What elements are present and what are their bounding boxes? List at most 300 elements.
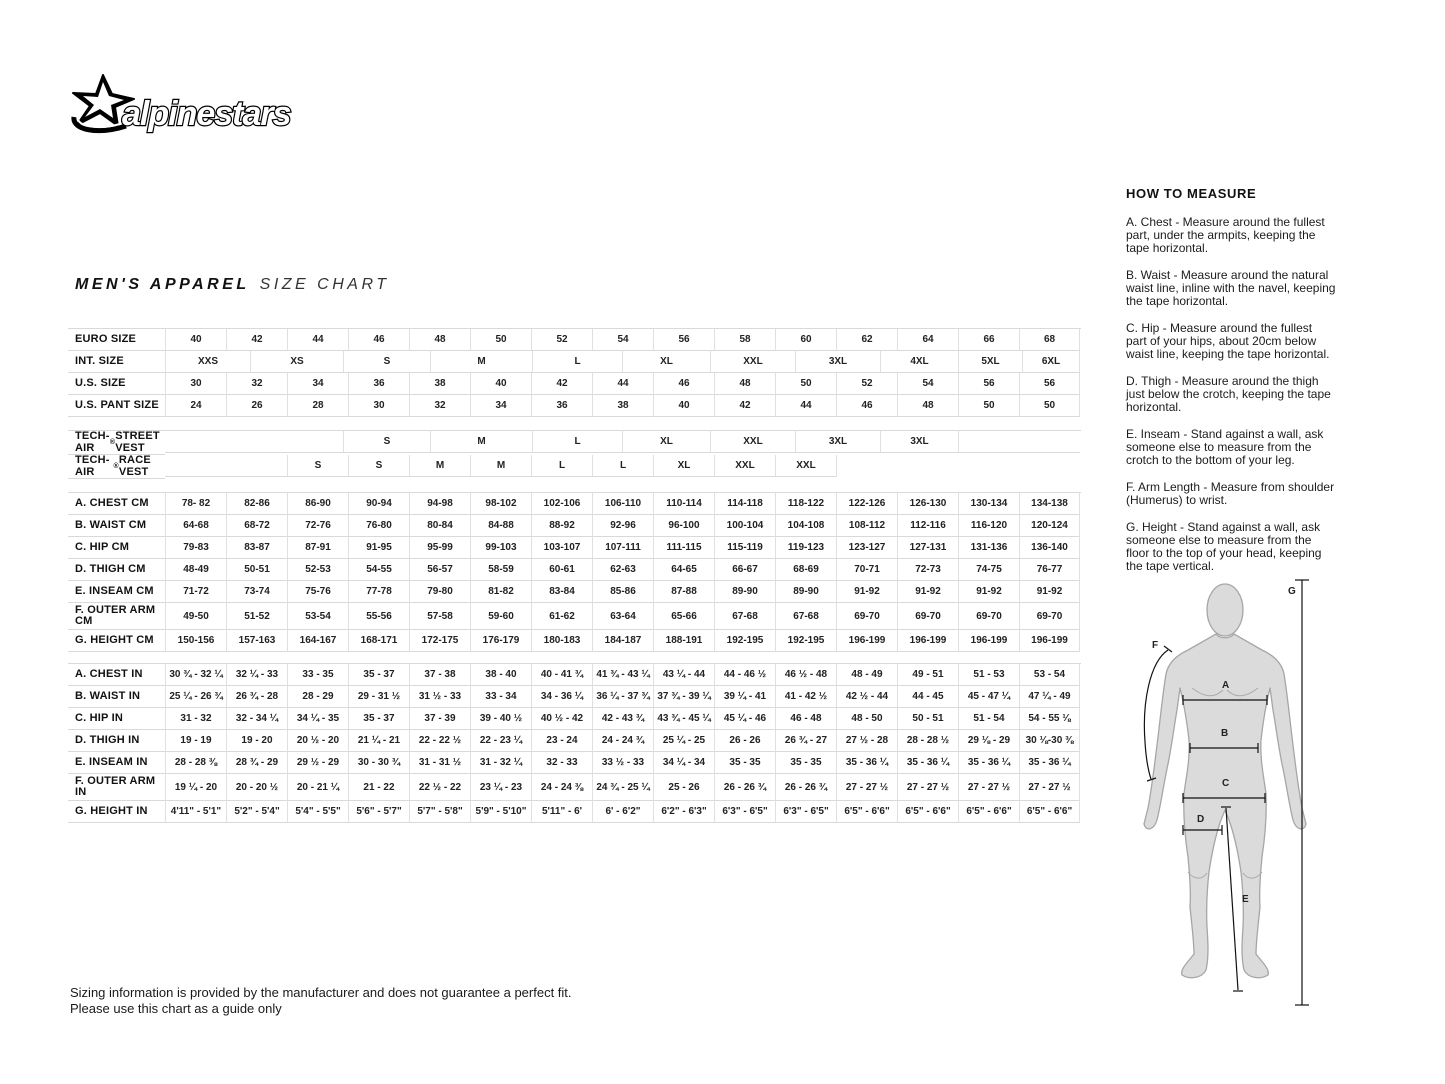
size-cell: 30 ⅛-30 ⅜: [1019, 730, 1080, 752]
size-cell: 50: [958, 395, 1019, 417]
size-cell: 22 - 22 ½: [409, 730, 470, 752]
measure-instruction: F. Arm Length - Measure from shoulder (Humerus) to wrist.: [1126, 480, 1335, 507]
row-label: B. WAIST IN: [68, 686, 165, 708]
size-cell: 33 ½ - 33: [592, 752, 653, 774]
size-cell: 51 - 54: [958, 708, 1019, 730]
size-cell: 42 ½ - 44: [836, 686, 897, 708]
size-cell: 77-78: [348, 581, 409, 603]
size-cell: 56-57: [409, 559, 470, 581]
size-cell: 6'5" - 6'6": [1019, 801, 1080, 823]
size-cell: 71-72: [165, 581, 226, 603]
table-row: [68, 455, 1081, 479]
figure-label-g: G: [1288, 586, 1296, 597]
size-cell: 87-88: [653, 581, 714, 603]
figure-label-b: B: [1221, 728, 1229, 739]
row-label: A. CHEST IN: [68, 664, 165, 686]
size-cell: 54: [897, 373, 958, 395]
size-cell: 42: [531, 373, 592, 395]
size-cell: 157-163: [226, 630, 287, 652]
size-cell: 127-131: [897, 537, 958, 559]
size-cell: 102-106: [531, 493, 592, 515]
size-cell: 31 - 32: [165, 708, 226, 730]
row-label: C. HIP CM: [68, 537, 165, 559]
size-cell: 40: [470, 373, 531, 395]
size-cell: S: [343, 351, 430, 373]
size-cell: 31 ½ - 33: [409, 686, 470, 708]
size-chart-table: [68, 328, 1081, 823]
size-cell: 46: [653, 373, 714, 395]
size-cell: 48-49: [165, 559, 226, 581]
size-cell: 50 - 51: [897, 708, 958, 730]
size-cell: 28 ¾ - 29: [226, 752, 287, 774]
size-cell: 184-187: [592, 630, 653, 652]
size-cell: 176-179: [470, 630, 531, 652]
size-cell: 5'9" - 5'10": [470, 801, 531, 823]
size-cell: 24 - 24 ¾: [592, 730, 653, 752]
size-cell: 39 ¼ - 41: [714, 686, 775, 708]
size-cell: 192-195: [714, 630, 775, 652]
size-cell: 19 - 20: [226, 730, 287, 752]
size-cell: 35 - 35: [775, 752, 836, 774]
disclaimer-line-2: Please use this chart as a guide only: [70, 1001, 282, 1016]
figure-label-f: F: [1152, 640, 1159, 651]
size-cell: XL: [653, 455, 714, 477]
row-label: B. WAIST CM: [68, 515, 165, 537]
size-cell: 89-90: [714, 581, 775, 603]
body-figure-svg: [1130, 572, 1330, 1022]
measure-instruction: A. Chest - Measure around the fullest part, under the armpits, keeping the tape horizontal.: [1126, 215, 1325, 255]
size-cell: 28 - 28 ½: [897, 730, 958, 752]
size-cell: 168-171: [348, 630, 409, 652]
size-cell: 46: [348, 329, 409, 351]
size-cell: 34: [470, 395, 531, 417]
size-cell: 50: [470, 329, 531, 351]
size-cell: 53 - 54: [1019, 664, 1080, 686]
size-cell: 83-84: [531, 581, 592, 603]
size-cell: 46: [836, 395, 897, 417]
measure-instruction: B. Waist - Measure around the natural waist line, inline with the navel, keeping the tape horizontal.: [1126, 268, 1336, 308]
size-cell: XXL: [775, 455, 836, 477]
size-cell: XL: [622, 431, 710, 453]
table-block-international-sizes: [68, 328, 1081, 417]
size-cell: 66: [958, 329, 1019, 351]
size-cell: 34: [287, 373, 348, 395]
size-cell: 59-60: [470, 603, 531, 630]
disclaimer-line-1: Sizing information is provided by the manufacturer and does not guarantee a perfect fit.: [70, 985, 572, 1000]
size-cell: 64-65: [653, 559, 714, 581]
size-cell: 4XL: [880, 351, 958, 373]
alpinestars-logo: [70, 72, 332, 144]
size-cell: 54: [592, 329, 653, 351]
size-cell: 39 - 40 ½: [470, 708, 531, 730]
size-cell: 62-63: [592, 559, 653, 581]
measure-instruction: G. Height - Stand against a wall, ask someone else to measure from the floor to the top of your head, keeping the tape vertical.: [1126, 520, 1322, 573]
size-cell: 27 - 27 ½: [1019, 774, 1080, 801]
size-cell: 5'11" - 6': [531, 801, 592, 823]
size-cell: M: [409, 455, 470, 477]
size-cell: 6'2" - 6'3": [653, 801, 714, 823]
size-cell: 20 ½ - 20: [287, 730, 348, 752]
size-cell: 40: [653, 395, 714, 417]
size-cell: 35 - 37: [348, 664, 409, 686]
size-cell: 31 - 31 ½: [409, 752, 470, 774]
size-cell: 91-95: [348, 537, 409, 559]
size-cell: 23 - 24: [531, 730, 592, 752]
size-cell: 22 - 23 ¼: [470, 730, 531, 752]
size-cell: 41 ¾ - 43 ¼: [592, 664, 653, 686]
row-label: G. HEIGHT IN: [68, 801, 165, 823]
size-cell: 69-70: [1019, 603, 1080, 630]
size-cell: 29 ½ - 29: [287, 752, 348, 774]
row-label: C. HIP IN: [68, 708, 165, 730]
size-cell: 118-122: [775, 493, 836, 515]
size-cell: L: [532, 351, 622, 373]
size-cell: 56: [958, 373, 1019, 395]
row-label: D. THIGH CM: [68, 559, 165, 581]
table-block-measurements-in: [68, 663, 1081, 823]
size-cell: L: [532, 431, 622, 453]
size-cell: 58-59: [470, 559, 531, 581]
size-cell: 46 ½ - 48: [775, 664, 836, 686]
table-row: [68, 329, 1081, 351]
size-cell: 38 - 40: [470, 664, 531, 686]
size-cell: 196-199: [836, 630, 897, 652]
size-cell: 6'5" - 6'6": [836, 801, 897, 823]
size-cell: 52-53: [287, 559, 348, 581]
size-cell: 196-199: [1019, 630, 1080, 652]
size-cell: 38: [592, 395, 653, 417]
table-row: [68, 686, 1081, 708]
size-cell: 91-92: [1019, 581, 1080, 603]
size-cell: 67-68: [714, 603, 775, 630]
size-cell: 31 - 32 ¼: [470, 752, 531, 774]
size-cell: 110-114: [653, 493, 714, 515]
size-cell: 27 - 27 ½: [958, 774, 1019, 801]
page-title-main: MEN'S APPAREL: [75, 276, 250, 293]
size-cell: 45 - 47 ¼: [958, 686, 1019, 708]
table-row: [68, 752, 1081, 774]
size-cell: 54 - 55 ⅛: [1019, 708, 1080, 730]
size-cell: M: [430, 351, 532, 373]
size-cell: 86-90: [287, 493, 348, 515]
size-cell: 91-92: [897, 581, 958, 603]
size-cell: 35 - 36 ¼: [1019, 752, 1080, 774]
size-cell: 35 - 36 ¼: [897, 752, 958, 774]
size-cell: 29 ⅛ - 29: [958, 730, 1019, 752]
size-cell: 51 - 53: [958, 664, 1019, 686]
size-cell: 24 - 24 ⅜: [531, 774, 592, 801]
table-row: [68, 373, 1081, 395]
size-cell: 30: [165, 373, 226, 395]
size-cell: 76-77: [1019, 559, 1080, 581]
size-cell: 115-119: [714, 537, 775, 559]
row-label: EURO SIZE: [68, 329, 165, 351]
logo-wordmark: alpinestars: [122, 95, 291, 133]
size-cell: 63-64: [592, 603, 653, 630]
size-cell: 112-116: [897, 515, 958, 537]
size-cell: XXL: [714, 455, 775, 477]
row-label: E. INSEAM IN: [68, 752, 165, 774]
size-cell: 50-51: [226, 559, 287, 581]
table-block-tech-air: [68, 430, 1081, 479]
size-cell: 108-112: [836, 515, 897, 537]
size-cell: 33 - 35: [287, 664, 348, 686]
size-cell: 72-76: [287, 515, 348, 537]
empty-cell: [165, 455, 287, 477]
size-cell: 74-75: [958, 559, 1019, 581]
row-label: TECH-AIR ® STREET VEST: [68, 431, 165, 455]
size-cell: XL: [622, 351, 710, 373]
size-cell: M: [470, 455, 531, 477]
size-cell: XXS: [165, 351, 250, 373]
row-label: A. CHEST CM: [68, 493, 165, 515]
size-cell: 57-58: [409, 603, 470, 630]
size-cell: 40: [165, 329, 226, 351]
size-cell: 34 ¼ - 35: [287, 708, 348, 730]
figure-label-d: D: [1197, 814, 1205, 825]
size-cell: 20 - 20 ½: [226, 774, 287, 801]
page-title: [75, 276, 389, 294]
table-row: [68, 603, 1081, 630]
size-cell: 26 - 26 ¾: [775, 774, 836, 801]
size-cell: M: [430, 431, 532, 453]
size-cell: 26 ¾ - 27: [775, 730, 836, 752]
size-cell: 30 ¾ - 32 ¼: [165, 664, 226, 686]
table-row: [68, 708, 1081, 730]
measurement-figure: [1130, 572, 1330, 1022]
figure-label-c: C: [1222, 778, 1230, 789]
size-cell: L: [592, 455, 653, 477]
size-cell: 80-84: [409, 515, 470, 537]
size-cell: 6XL: [1022, 351, 1080, 373]
size-cell: 35 - 35: [714, 752, 775, 774]
empty-cell: [958, 431, 1080, 453]
size-cell: 5'4" - 5'5": [287, 801, 348, 823]
table-row: [68, 431, 1081, 455]
size-cell: 91-92: [958, 581, 1019, 603]
size-cell: 35 - 36 ¼: [836, 752, 897, 774]
size-cell: 3XL: [795, 351, 880, 373]
size-cell: 119-123: [775, 537, 836, 559]
size-cell: 44: [287, 329, 348, 351]
size-cell: 96-100: [653, 515, 714, 537]
size-cell: 150-156: [165, 630, 226, 652]
size-cell: 26: [226, 395, 287, 417]
size-cell: 92-96: [592, 515, 653, 537]
size-cell: 35 - 36 ¼: [958, 752, 1019, 774]
size-cell: 24 ¾ - 25 ¼: [592, 774, 653, 801]
row-label: G. HEIGHT CM: [68, 630, 165, 652]
size-cell: 30 - 30 ¾: [348, 752, 409, 774]
size-cell: 48 - 50: [836, 708, 897, 730]
size-cell: 164-167: [287, 630, 348, 652]
table-row: [68, 559, 1081, 581]
size-cell: 46 - 48: [775, 708, 836, 730]
size-cell: 21 ¼ - 21: [348, 730, 409, 752]
size-cell: 36: [348, 373, 409, 395]
size-cell: 67-68: [775, 603, 836, 630]
size-cell: 28 - 29: [287, 686, 348, 708]
table-row: [68, 801, 1081, 823]
size-cell: 6'3" - 6'5": [714, 801, 775, 823]
size-cell: 43 ¼ - 44: [653, 664, 714, 686]
table-block-measurements-cm: [68, 492, 1081, 652]
size-cell: 32: [409, 395, 470, 417]
size-cell: 50: [775, 373, 836, 395]
size-cell: 47 ¼ - 49: [1019, 686, 1080, 708]
size-cell: 19 - 19: [165, 730, 226, 752]
size-cell: 88-92: [531, 515, 592, 537]
size-cell: 79-83: [165, 537, 226, 559]
size-cell: 34 - 36 ¼: [531, 686, 592, 708]
size-cell: 73-74: [226, 581, 287, 603]
size-cell: 44 - 46 ½: [714, 664, 775, 686]
table-row: [68, 515, 1081, 537]
size-cell: 25 ¼ - 25: [653, 730, 714, 752]
size-cell: 126-130: [897, 493, 958, 515]
size-cell: 69-70: [958, 603, 1019, 630]
size-cell: 50: [1019, 395, 1080, 417]
size-cell: 82-86: [226, 493, 287, 515]
size-cell: 34 ¼ - 34: [653, 752, 714, 774]
row-label: D. THIGH IN: [68, 730, 165, 752]
page-title-sub: SIZE CHART: [259, 276, 390, 293]
size-cell: 100-104: [714, 515, 775, 537]
size-cell: 84-88: [470, 515, 531, 537]
size-cell: 76-80: [348, 515, 409, 537]
size-cell: 30: [348, 395, 409, 417]
size-cell: 85-86: [592, 581, 653, 603]
size-cell: 122-126: [836, 493, 897, 515]
size-cell: 196-199: [958, 630, 1019, 652]
size-cell: 52: [836, 373, 897, 395]
size-cell: 33 - 34: [470, 686, 531, 708]
size-cell: 79-80: [409, 581, 470, 603]
size-cell: 32 ¼ - 33: [226, 664, 287, 686]
size-cell: 3XL: [880, 431, 958, 453]
size-cell: 192-195: [775, 630, 836, 652]
size-cell: 103-107: [531, 537, 592, 559]
size-cell: 5'2" - 5'4": [226, 801, 287, 823]
size-cell: 51-52: [226, 603, 287, 630]
size-cell: 25 ¼ - 26 ¾: [165, 686, 226, 708]
size-cell: 172-175: [409, 630, 470, 652]
size-cell: 99-103: [470, 537, 531, 559]
size-cell: 21 - 22: [348, 774, 409, 801]
size-cell: 196-199: [897, 630, 958, 652]
size-cell: 37 - 38: [409, 664, 470, 686]
size-cell: 24: [165, 395, 226, 417]
size-cell: XXL: [710, 431, 795, 453]
size-cell: 64: [897, 329, 958, 351]
size-cell: 83-87: [226, 537, 287, 559]
row-label: TECH-AIR ® RACE VEST: [68, 455, 165, 479]
size-cell: 42: [226, 329, 287, 351]
size-cell: 104-108: [775, 515, 836, 537]
size-cell: 130-134: [958, 493, 1019, 515]
size-cell: 91-92: [836, 581, 897, 603]
size-cell: 136-140: [1019, 537, 1080, 559]
size-cell: 123-127: [836, 537, 897, 559]
table-row: [68, 774, 1081, 801]
size-cell: 75-76: [287, 581, 348, 603]
size-cell: 19 ¼ - 20: [165, 774, 226, 801]
size-cell: 3XL: [795, 431, 880, 453]
size-cell: L: [531, 455, 592, 477]
size-cell: 4'11" - 5'1": [165, 801, 226, 823]
size-cell: 27 - 27 ½: [897, 774, 958, 801]
size-cell: 32 - 34 ¼: [226, 708, 287, 730]
size-cell: 49-50: [165, 603, 226, 630]
size-cell: 87-91: [287, 537, 348, 559]
size-cell: 48: [409, 329, 470, 351]
size-cell: 134-138: [1019, 493, 1080, 515]
disclaimer: [70, 985, 572, 1017]
size-cell: 22 ½ - 22: [409, 774, 470, 801]
size-cell: 54-55: [348, 559, 409, 581]
table-row: [68, 581, 1081, 603]
size-cell: 68-72: [226, 515, 287, 537]
size-cell: 23 ¼ - 23: [470, 774, 531, 801]
row-label: F. OUTER ARM IN: [68, 774, 165, 801]
size-cell: 27 ½ - 28: [836, 730, 897, 752]
size-cell: 37 ¾ - 39 ¼: [653, 686, 714, 708]
row-label: INT. SIZE: [68, 351, 165, 373]
size-cell: 107-111: [592, 537, 653, 559]
size-cell: 5XL: [958, 351, 1022, 373]
size-cell: 55-56: [348, 603, 409, 630]
table-row: [68, 351, 1081, 373]
size-cell: 70-71: [836, 559, 897, 581]
size-cell: 131-136: [958, 537, 1019, 559]
size-cell: 114-118: [714, 493, 775, 515]
size-cell: 49 - 51: [897, 664, 958, 686]
empty-cell: [836, 455, 1080, 477]
size-cell: 68-69: [775, 559, 836, 581]
size-cell: 32 - 33: [531, 752, 592, 774]
size-cell: XS: [250, 351, 343, 373]
size-cell: 81-82: [470, 581, 531, 603]
size-cell: S: [348, 455, 409, 477]
size-cell: 48: [714, 373, 775, 395]
how-to-measure-section: [1126, 186, 1336, 587]
row-label: U.S. SIZE: [68, 373, 165, 395]
size-cell: 26 - 26 ¾: [714, 774, 775, 801]
size-cell: 44: [775, 395, 836, 417]
size-cell: 90-94: [348, 493, 409, 515]
size-cell: 38: [409, 373, 470, 395]
size-cell: 40 ½ - 42: [531, 708, 592, 730]
row-label: U.S. PANT SIZE: [68, 395, 165, 417]
size-cell: 61-62: [531, 603, 592, 630]
size-cell: 89-90: [775, 581, 836, 603]
size-cell: 120-124: [1019, 515, 1080, 537]
size-cell: 40 - 41 ¾: [531, 664, 592, 686]
size-cell: 98-102: [470, 493, 531, 515]
size-cell: 116-120: [958, 515, 1019, 537]
size-cell: 106-110: [592, 493, 653, 515]
table-row: [68, 395, 1081, 417]
size-cell: 26 ¾ - 28: [226, 686, 287, 708]
size-cell: 94-98: [409, 493, 470, 515]
how-to-measure-paragraphs: [1126, 216, 1336, 573]
size-cell: 66-67: [714, 559, 775, 581]
size-cell: 20 - 21 ¼: [287, 774, 348, 801]
size-cell: 6'5" - 6'6": [958, 801, 1019, 823]
size-cell: 58: [714, 329, 775, 351]
size-cell: 5'7" - 5'8": [409, 801, 470, 823]
size-cell: 42: [714, 395, 775, 417]
